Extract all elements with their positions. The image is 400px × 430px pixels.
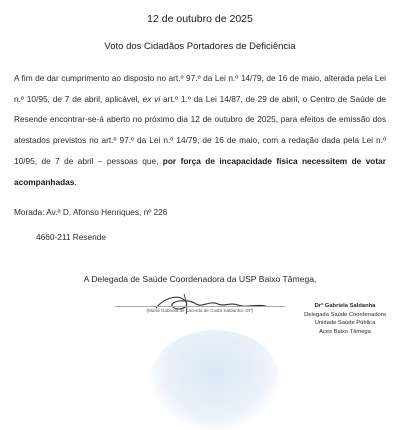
document-subject: Voto dos Cidadãos Portadores de Deficiência — [104, 41, 296, 52]
signatory-role: Delegada Saúde Coordenadora — [304, 311, 386, 318]
signatory-block — [290, 302, 400, 336]
latin-phrase: ex vi — [142, 93, 161, 104]
signature-stamp-text: (Maria Gabriela de Lacerda de Costa Saldanha, Drª) — [115, 306, 285, 313]
signatory-unit: Unidade Saúde Pública — [314, 320, 376, 327]
postal-code-line: 4660-211 Resende — [36, 232, 106, 242]
body-text-part: . — [74, 176, 77, 187]
body-text-part: A fim de dar cumprimento ao disposto no art.º 97.º da Lei n.º 14/79, de 16 de maio, alterada pela Lei n.º 10/95, de 7 de abril, aplicável, — [14, 73, 386, 104]
signatory-aces: Aces Baixo Tâmega — [319, 328, 371, 335]
address-line: Morada: Av.ª D. Afonso Henriques, nº 226 — [14, 207, 168, 217]
address-block — [14, 200, 167, 250]
body-text-part: art.º 1.º da Lei 14/87, de 29 de abril, o Centro de Saúde de Resende encontrar-se-á aberto no próximo dia 12 de outubro de 2025, para efeitos de emissão dos atestados previstos no art.º 97.º da Lei n.º 14/79, de 16 de maio, com a redação dada pela Lei n.º 10/95, de 7 de abril – pessoas que, — [14, 93, 386, 166]
handwritten-signature — [126, 286, 286, 318]
closing-line: A Delegada de Saúde Coordenadora da USP Baixo Tâmega, — [83, 274, 317, 284]
document-date: 12 de outubro de 2025 — [147, 13, 253, 25]
watermark-logo — [150, 330, 280, 430]
emphasized-text: por força de incapacidade física necessitem de votar acompanhadas — [14, 155, 386, 187]
signatory-name: Drª Gabriela Saldanha — [314, 303, 376, 309]
body-paragraph — [14, 68, 386, 192]
